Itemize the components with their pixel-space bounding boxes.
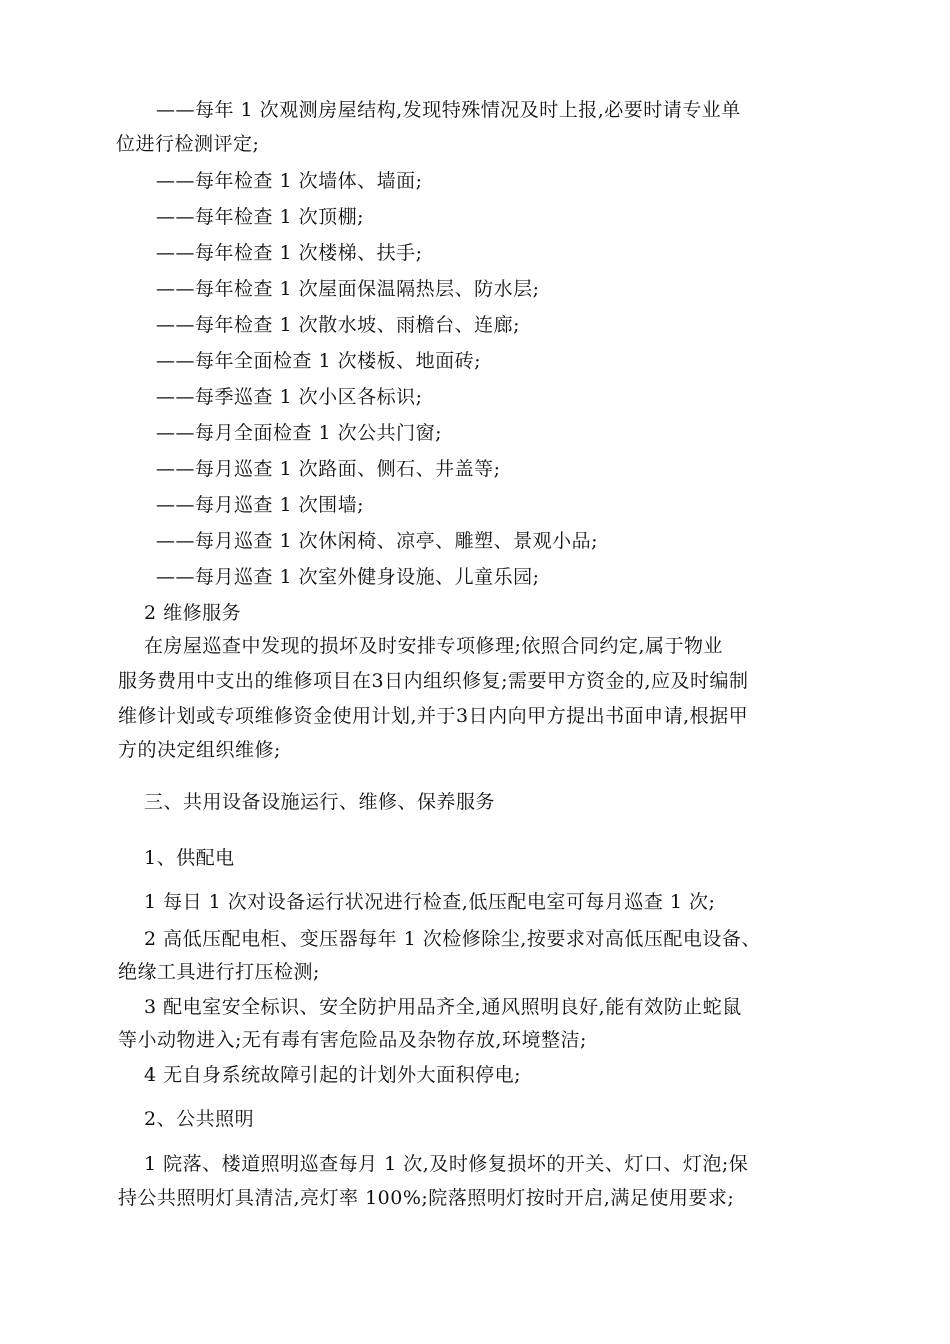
repair-paragraph-line: 服务费用中支出的维修项目在3日内组织修复;需要甲方资金的,应及时编制 <box>118 670 749 692</box>
repair-paragraph-line: 维修计划或专项维修资金使用计划,并于3日内向甲方提出书面申请,根据甲 <box>118 705 749 727</box>
repair-paragraph-line: 方的决定组织维修; <box>118 739 281 761</box>
power-item: 1 每日 1 次对设备运行状况进行检查,低压配电室可每月巡查 1 次; <box>144 891 716 913</box>
inspection-item: ——每年检查 1 次墙体、墙面; <box>156 170 423 192</box>
inspection-item: ——每月巡查 1 次围墙; <box>156 494 365 516</box>
power-item: 4 无自身系统故障引起的计划外大面积停电; <box>144 1064 522 1086</box>
inspection-item-continued: 位进行检测评定; <box>116 133 260 155</box>
inspection-item: ——每年检查 1 次顶棚; <box>156 206 365 228</box>
lighting-heading: 2、公共照明 <box>144 1108 255 1130</box>
inspection-item: ——每月巡查 1 次室外健身设施、儿童乐园; <box>156 566 540 588</box>
section-three-heading: 三、共用设备设施运行、维修、保养服务 <box>144 791 496 813</box>
power-item-continued: 等小动物进入;无有毒有害危险品及杂物存放,环境整洁; <box>118 1029 587 1051</box>
power-item: 2 高低压配电柜、变压器每年 1 次检修除尘,按要求对高低压配电设备、 <box>144 928 761 950</box>
inspection-item: ——每年检查 1 次散水坡、雨檐台、连廊; <box>156 314 521 336</box>
power-item: 3 配电室安全标识、安全防护用品齐全,通风照明良好,能有效防止蛇鼠 <box>144 996 742 1018</box>
inspection-item: ——每年全面检查 1 次楼板、地面砖; <box>156 350 482 372</box>
repair-paragraph-line: 在房屋巡查中发现的损坏及时安排专项修理;依照合同约定,属于物业 <box>144 635 723 657</box>
inspection-item: ——每年检查 1 次楼梯、扶手; <box>156 242 423 264</box>
inspection-item: ——每月巡查 1 次休闲椅、凉亭、雕塑、景观小品; <box>156 530 599 552</box>
inspection-item: ——每月巡查 1 次路面、侧石、井盖等; <box>156 458 501 480</box>
inspection-item: ——每月全面检查 1 次公共门窗; <box>156 422 443 444</box>
repair-heading: 2 维修服务 <box>144 602 242 624</box>
lighting-item: 1 院落、楼道照明巡查每月 1 次,及时修复损坏的开关、灯口、灯泡;保 <box>144 1153 749 1175</box>
inspection-item: ——每年 1 次观测房屋结构,发现特殊情况及时上报,必要时请专业单 <box>156 99 741 121</box>
inspection-item: ——每年检查 1 次屋面保温隔热层、防水层; <box>156 278 540 300</box>
inspection-item: ——每季巡查 1 次小区各标识; <box>156 386 423 408</box>
lighting-item-continued: 持公共照明灯具清洁,亮灯率 100%;院落照明灯按时开启,满足使用要求; <box>118 1187 735 1209</box>
power-heading: 1、供配电 <box>144 847 235 869</box>
power-item-continued: 绝缘工具进行打压检测; <box>118 961 320 983</box>
